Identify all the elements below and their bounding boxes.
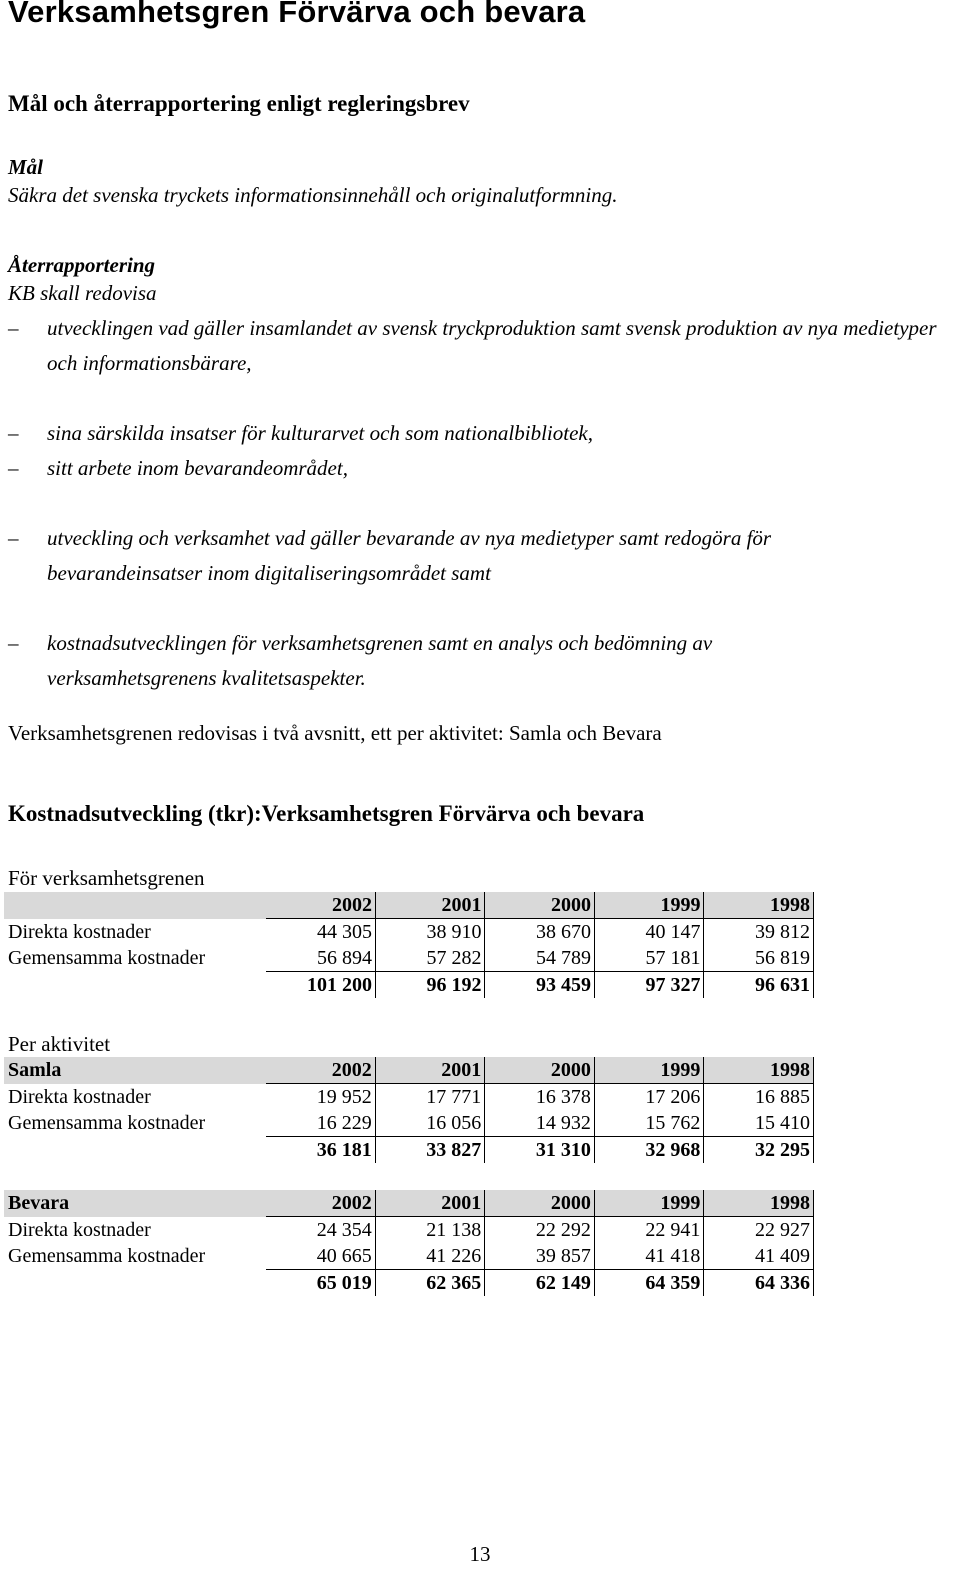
value-cell: 16 056: [375, 1110, 485, 1137]
total-cell: 101 200: [266, 972, 375, 999]
table-header-row: [4, 892, 814, 919]
total-cell: 31 310: [485, 1137, 595, 1164]
row-label: Direkta kostnader: [8, 1085, 151, 1108]
value-cell: 54 789: [485, 945, 595, 972]
value-cell: 41 226: [375, 1243, 485, 1270]
value-cell: 15 410: [704, 1110, 814, 1137]
value-cell: 44 305: [266, 919, 375, 946]
bullet-item: [8, 521, 908, 591]
bullet-item: [8, 311, 953, 381]
value-cell: 40 665: [266, 1243, 375, 1270]
value-cell: 22 927: [704, 1217, 814, 1244]
goal-label: Mål: [8, 155, 44, 179]
value-cell: 21 138: [375, 1217, 485, 1244]
table-row: [4, 1217, 814, 1244]
row-label: Gemensamma kostnader: [8, 1245, 206, 1268]
year-cell: 1999: [594, 1057, 704, 1084]
total-cell: 32 295: [704, 1137, 814, 1164]
row-label: Gemensamma kostnader: [8, 1112, 206, 1135]
value-cell: 39 857: [485, 1243, 595, 1270]
year-cell: 2000: [485, 892, 595, 919]
page-number: 13: [469, 1542, 491, 1566]
table-row: [4, 1243, 814, 1270]
header-label: Bevara: [4, 1190, 266, 1217]
bullet-item: [8, 416, 953, 451]
dash-marker: –: [8, 631, 19, 655]
value-cell: 19 952: [266, 1084, 375, 1111]
bullet-text: utveckling och verksamhet vad gäller bevarande av nya medietyper samt redogöra för bevarandeinsatser inom digitaliseringsområdet samt: [47, 526, 772, 585]
total-cell: 96 192: [375, 972, 485, 999]
year-cell: 1998: [704, 1057, 814, 1084]
dash-marker: –: [8, 316, 19, 340]
bullet-text: utvecklingen vad gäller insamlandet av svensk tryckproduktion samt svensk produktion av nya medietyper och informationsbärare,: [47, 316, 937, 375]
value-cell: 56 819: [704, 945, 814, 972]
value-cell: 56 894: [266, 945, 375, 972]
table-header-row: [4, 1057, 814, 1084]
table-header-row: [4, 1190, 814, 1217]
cost-table-total: [4, 892, 814, 998]
table-total-row: [4, 1270, 814, 1297]
value-cell: 22 292: [485, 1217, 595, 1244]
header-label: [4, 892, 266, 919]
year-cell: 1998: [704, 892, 814, 919]
value-cell: 57 282: [375, 945, 485, 972]
table-row: [4, 945, 814, 972]
year-cell: 1999: [594, 892, 704, 919]
total-cell: 33 827: [375, 1137, 485, 1164]
total-cell: 93 459: [485, 972, 595, 999]
total-cell: 97 327: [594, 972, 704, 999]
value-cell: 14 932: [485, 1110, 595, 1137]
row-label: [4, 1270, 266, 1297]
value-cell: 16 885: [704, 1084, 814, 1111]
total-cell: 64 359: [594, 1270, 704, 1297]
table-caption-per-activity: Per aktivitet: [8, 1032, 111, 1056]
dash-marker: –: [8, 456, 19, 480]
table-row: [4, 1110, 814, 1137]
year-cell: 2001: [375, 892, 485, 919]
table-row: [4, 1084, 814, 1111]
dash-marker: –: [8, 421, 19, 445]
table-total-row: [4, 1137, 814, 1164]
total-cell: 36 181: [266, 1137, 375, 1164]
cost-table-bevara: [4, 1190, 814, 1296]
value-cell: 40 147: [594, 919, 704, 946]
row-label: [4, 972, 266, 999]
table-caption-total: För verksamhetsgrenen: [8, 866, 205, 890]
bullet-text: sitt arbete inom bevarandeområdet,: [47, 456, 348, 480]
row-label: [4, 1137, 266, 1164]
table-total-row: [4, 972, 814, 999]
value-cell: 24 354: [266, 1217, 375, 1244]
row-label: Direkta kostnader: [8, 920, 151, 943]
year-cell: 2001: [375, 1057, 485, 1084]
dash-marker: –: [8, 526, 19, 550]
cost-heading: Kostnadsutveckling (tkr):Verksamhetsgren Förvärva och bevara: [8, 801, 645, 826]
total-cell: 96 631: [704, 972, 814, 999]
total-cell: 64 336: [704, 1270, 814, 1297]
value-cell: 15 762: [594, 1110, 704, 1137]
total-cell: 62 149: [485, 1270, 595, 1297]
value-cell: 22 941: [594, 1217, 704, 1244]
year-cell: 2000: [485, 1190, 595, 1217]
table-row: [4, 919, 814, 946]
summary-text: Verksamhetsgrenen redovisas i två avsnitt, ett per aktivitet: Samla och Bevara: [8, 721, 662, 745]
value-cell: 41 418: [594, 1243, 704, 1270]
bullet-text: sina särskilda insatser för kulturarvet och som nationalbibliotek,: [47, 421, 593, 445]
bullet-text: kostnadsutvecklingen för verksamhetsgrenen samt en analys och bedömning av verksamhetsgrenens kvalitetsaspekter.: [47, 631, 713, 690]
bullet-item: [8, 451, 953, 486]
total-cell: 62 365: [375, 1270, 485, 1297]
total-cell: 32 968: [594, 1137, 704, 1164]
year-cell: 1998: [704, 1190, 814, 1217]
row-label: Direkta kostnader: [8, 1218, 151, 1241]
section-heading: Mål och återrapportering enligt regleringsbrev: [8, 91, 470, 116]
row-label: Gemensamma kostnader: [8, 947, 206, 970]
value-cell: 39 812: [704, 919, 814, 946]
year-cell: 2000: [485, 1057, 595, 1084]
value-cell: 17 206: [594, 1084, 704, 1111]
year-cell: 2001: [375, 1190, 485, 1217]
year-cell: 2002: [266, 892, 375, 919]
year-cell: 2002: [266, 1190, 375, 1217]
bullet-item: [8, 626, 838, 696]
header-label: Samla: [4, 1057, 266, 1084]
value-cell: 17 771: [375, 1084, 485, 1111]
reporting-label: Återrapportering: [8, 253, 156, 277]
value-cell: 57 181: [594, 945, 704, 972]
cost-table-samla: [4, 1057, 814, 1163]
value-cell: 16 229: [266, 1110, 375, 1137]
value-cell: 38 670: [485, 919, 595, 946]
total-cell: 65 019: [266, 1270, 375, 1297]
goal-text: Säkra det svenska tryckets informationsinnehåll och originalutformning.: [8, 183, 618, 207]
value-cell: 16 378: [485, 1084, 595, 1111]
year-cell: 2002: [266, 1057, 375, 1084]
reporting-intro: KB skall redovisa: [8, 281, 157, 305]
page-title: Verksamhetsgren Förvärva och bevara: [8, 0, 586, 29]
value-cell: 41 409: [704, 1243, 814, 1270]
year-cell: 1999: [594, 1190, 704, 1217]
value-cell: 38 910: [375, 919, 485, 946]
